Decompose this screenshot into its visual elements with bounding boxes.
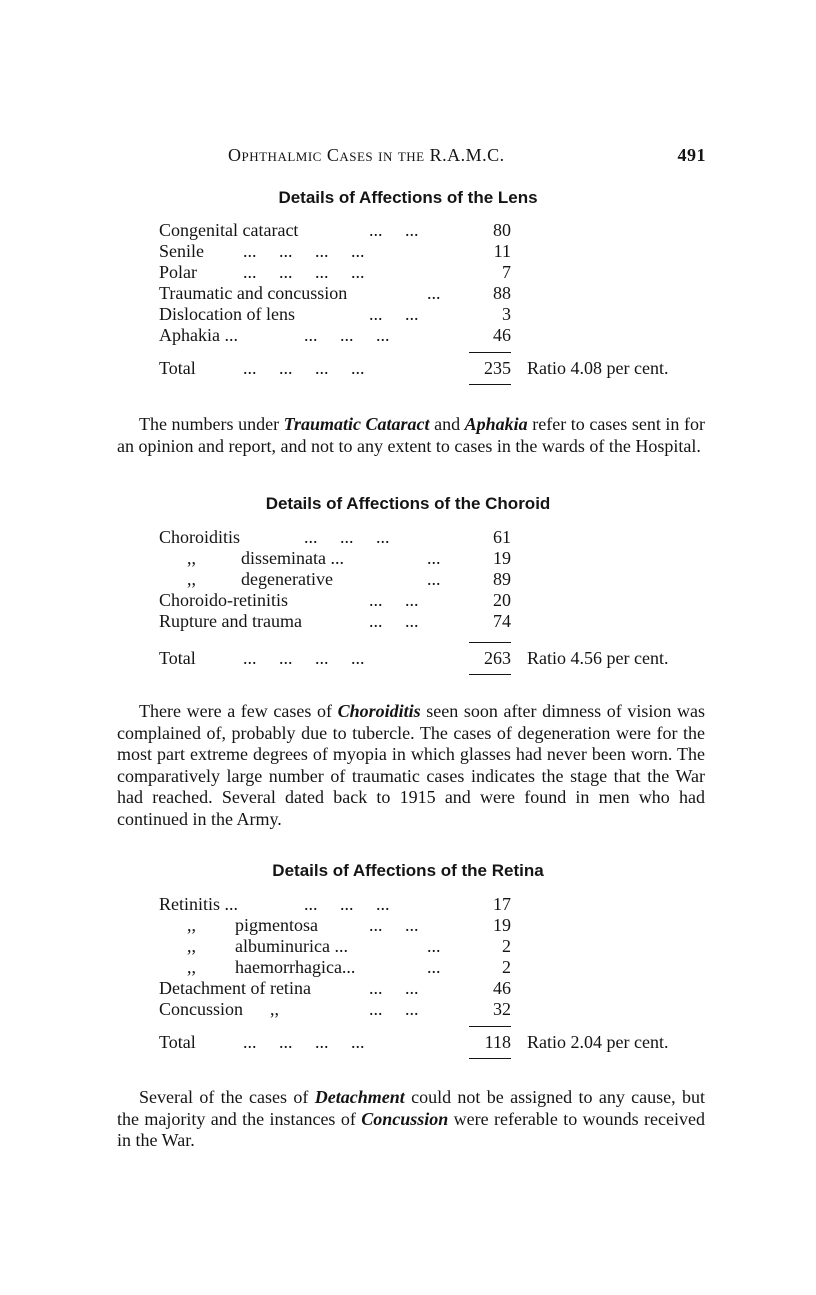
- page-number: 491: [677, 145, 706, 165]
- rule-spacer: [159, 1054, 719, 1062]
- total-rule: [469, 1026, 511, 1027]
- total-rule: [469, 642, 511, 643]
- rule-spacer: [159, 346, 719, 356]
- leader-dots: ... ...: [369, 611, 419, 631]
- leader-dots: ... ... ... ...: [243, 262, 365, 282]
- row-label: [187, 957, 355, 978]
- row-label-text: degenerative: [241, 569, 333, 589]
- ratio-text: Ratio 2.04 per cent.: [527, 1032, 669, 1052]
- row-label-text: albuminurica ...: [235, 936, 348, 956]
- row-value: 46: [493, 978, 511, 998]
- retina-table: [159, 894, 719, 1062]
- row-value: 2: [502, 936, 511, 956]
- ratio-text: Ratio 4.08 per cent.: [527, 358, 669, 378]
- row-label: Rupture and trauma: [159, 611, 302, 631]
- total-label: Total: [159, 358, 196, 378]
- row-value: 74: [493, 611, 511, 631]
- leader-dots: ... ...: [369, 999, 419, 1019]
- leader-dots: ... ... ...: [304, 527, 390, 547]
- paragraph-retina-note: [117, 1087, 705, 1152]
- leader-dots: ...: [427, 569, 441, 589]
- emphasis: Concussion: [361, 1108, 449, 1129]
- row-label: Dislocation of lens: [159, 304, 295, 324]
- leader-dots: ... ... ... ...: [243, 358, 365, 378]
- row-label: [187, 936, 348, 957]
- emphasis: Choroiditis: [337, 701, 421, 721]
- row-label: Choroido-retinitis: [159, 590, 288, 610]
- row-label-text: pigmentosa: [235, 915, 318, 935]
- total-row: [159, 1030, 719, 1054]
- row-value: 20: [493, 590, 511, 610]
- table-row: [159, 999, 719, 1020]
- row-value: 89: [493, 569, 511, 589]
- paragraph-lens-note: [117, 414, 705, 457]
- table-row: [159, 915, 719, 936]
- row-value: 19: [493, 548, 511, 568]
- row-label: Choroiditis: [159, 527, 241, 547]
- emphasis: Aphakia: [464, 414, 528, 434]
- rule-spacer: [159, 632, 719, 646]
- row-label: Traumatic and concussion: [159, 283, 348, 303]
- table-row: [159, 957, 719, 978]
- row-value: 88: [493, 283, 511, 303]
- table-row: [159, 262, 719, 283]
- total-value: 118: [484, 1032, 511, 1052]
- row-label: Senile: [159, 241, 204, 261]
- leader-dots: ... ...: [369, 304, 419, 324]
- total-value: 263: [484, 648, 511, 668]
- lens-table: [159, 220, 719, 388]
- row-label-text: disseminata ...: [241, 548, 344, 568]
- row-value: 11: [493, 241, 511, 261]
- total-rule: [469, 352, 511, 353]
- table-row: [159, 283, 719, 304]
- lens-heading: Details of Affections of the Lens: [278, 188, 538, 207]
- total-label: Total: [159, 648, 196, 668]
- table-row: [159, 325, 719, 346]
- bottom-rule: [469, 1058, 511, 1059]
- row-value: 2: [502, 957, 511, 977]
- ratio-text: Ratio 4.56 per cent.: [527, 648, 669, 668]
- text-run: The numbers under: [139, 414, 284, 434]
- row-value: 3: [502, 304, 511, 324]
- leader-dots: ... ...: [369, 915, 419, 935]
- row-label: Congenital cataract: [159, 220, 299, 240]
- table-row: [159, 894, 719, 915]
- text-run: were referable to wounds received in the War.: [117, 1108, 706, 1150]
- text-run: There were a few cases of: [139, 701, 338, 721]
- leader-dots: ... ...: [369, 220, 419, 240]
- row-value: 17: [493, 894, 511, 914]
- table-row: [159, 220, 719, 241]
- bottom-rule: [469, 384, 511, 385]
- leader-dots: ... ... ... ...: [243, 1032, 365, 1052]
- leader-dots: ... ...: [369, 978, 419, 998]
- row-label-text: haemorrhagica...: [235, 957, 356, 977]
- table-row: [159, 241, 719, 262]
- ditto-mark: ,,: [187, 957, 196, 977]
- row-label: Polar: [159, 262, 197, 282]
- emphasis: Traumatic Cataract: [283, 414, 430, 434]
- rule-spacer: [159, 670, 719, 678]
- leader-dots: ... ... ...: [304, 325, 390, 345]
- leader-dots: ...: [427, 957, 441, 977]
- rule-spacer: [159, 1020, 719, 1030]
- row-value: 32: [493, 999, 511, 1019]
- row-value: 80: [493, 220, 511, 240]
- leader-dots: ... ...: [369, 590, 419, 610]
- running-head: [228, 145, 706, 166]
- ditto-mark: ,,: [187, 936, 196, 956]
- table-row: [159, 569, 719, 590]
- ditto-mark: ,,: [187, 915, 196, 935]
- table-row: [159, 590, 719, 611]
- text-run: seen soon after dimness of vision was complained of, probably due to tubercle. The cases of degeneration were for the most part extreme degrees of myopia in which glasses had never been worn. The comparatively large number of traumatic cases indicates the stage that the War had reached. Several dated back to 1915 and were found in men who had continued in the Army.: [117, 701, 705, 829]
- retina-heading: Details of Affections of the Retina: [272, 861, 544, 880]
- rule-spacer: [159, 380, 719, 388]
- row-value: 61: [493, 527, 511, 547]
- emphasis: Detachment: [314, 1087, 405, 1107]
- text-run: could not be assigned to any cause, but the majority and the instances of: [117, 1087, 705, 1129]
- total-label: Total: [159, 1032, 196, 1052]
- row-value: 7: [502, 262, 511, 282]
- row-label: [187, 548, 344, 569]
- running-head-title: Ophthalmic Cases in the R.A.M.C.: [228, 145, 505, 165]
- row-label: [187, 915, 318, 936]
- leader-dots: ...: [427, 283, 441, 303]
- row-value: 19: [493, 915, 511, 935]
- total-row: [159, 356, 719, 380]
- text-run: refer to cases sent in for an opinion and report, and not to any extent to cases in the wards of the Hospital.: [117, 414, 705, 456]
- table-row: [159, 978, 719, 999]
- row-label: Concussion ,,: [159, 999, 280, 1019]
- total-row: [159, 646, 719, 670]
- row-label: Detachment of retina: [159, 978, 311, 998]
- leader-dots: ...: [427, 548, 441, 568]
- table-row: [159, 548, 719, 569]
- leader-dots: ... ... ... ...: [243, 241, 365, 261]
- ditto-mark: ,,: [187, 569, 196, 589]
- table-row: [159, 304, 719, 325]
- table-row: [159, 611, 719, 632]
- ditto-mark: ,,: [187, 548, 196, 568]
- table-row: [159, 527, 719, 548]
- choroid-heading: Details of Affections of the Choroid: [265, 494, 551, 513]
- leader-dots: ... ... ...: [304, 894, 390, 914]
- leader-dots: ...: [427, 936, 441, 956]
- row-label: [187, 569, 333, 590]
- row-label: Aphakia ...: [159, 325, 238, 345]
- leader-dots: ... ... ... ...: [243, 648, 365, 668]
- row-label: Retinitis ...: [159, 894, 239, 914]
- text-run: and: [429, 414, 465, 434]
- row-value: 46: [493, 325, 511, 345]
- text-run: Several of the cases of: [139, 1087, 315, 1107]
- bottom-rule: [469, 674, 511, 675]
- paragraph-choroid-note: [117, 701, 705, 830]
- table-row: [159, 936, 719, 957]
- choroid-table: [159, 527, 719, 678]
- total-value: 235: [484, 358, 511, 378]
